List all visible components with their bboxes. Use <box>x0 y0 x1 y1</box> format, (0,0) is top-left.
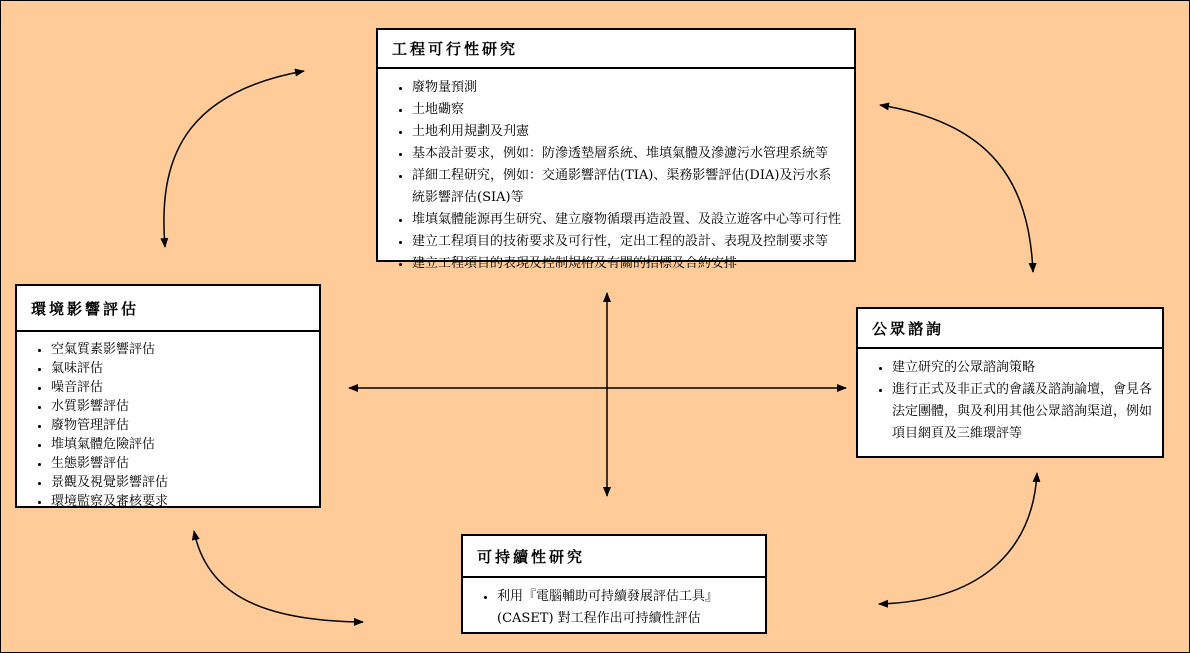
bullet-item: • 利用『電腦輔助可持續發展評估工具』(CASET) 對工程作出可持續性評估 <box>497 586 755 630</box>
bullet-item: • 堆填氣體危險評估 <box>51 435 309 454</box>
curved-double-arrow-bottom-left-icon <box>194 531 363 622</box>
bullet-item: • 土地磡察 <box>412 99 844 121</box>
bullet-item: • 建立工程項目的表現及控制規格及有關的招標及合約安排 <box>412 253 844 275</box>
bullet-item: • 土地利用規劃及刋憲 <box>412 121 844 143</box>
bullet-item: • 建立工程項目的技術要求及可行性，定出工程的設計、表現及控制要求等 <box>412 231 844 253</box>
bullet-item: • 廢物量預測 <box>412 77 844 99</box>
engineering-feasibility-title: 工程可行性研究 <box>378 30 854 69</box>
sustainability-study-box <box>461 534 767 634</box>
bullet-item: • 噪音評估 <box>51 378 309 397</box>
public-consultation-box <box>856 307 1164 458</box>
bullet-item: • 氣味評估 <box>51 359 309 378</box>
bullet-item: • 生態影響評估 <box>51 454 309 473</box>
bullet-item: • 建立研究的公眾諮詢策略 <box>892 357 1152 379</box>
bullet-item: • 進行正式及非正式的會議及諮詢論壇，會見各法定團體，與及利用其他公眾諮詢渠道，例如項目網頁及三維環評等 <box>892 379 1152 445</box>
environmental-impact-box <box>15 284 321 508</box>
bullet-item: • 堆填氣體能源再生研究、建立廢物循環再造設置、及設立遊客中心等可行性 <box>412 209 844 231</box>
curved-double-arrow-bottom-right-icon <box>879 473 1037 604</box>
environmental-impact-title: 環境影響評估 <box>17 286 319 332</box>
bullet-item: • 廢物管理評估 <box>51 416 309 435</box>
bullet-item: • 環境監察及審核要求 <box>51 492 309 511</box>
engineering-feasibility-list <box>378 69 854 275</box>
bullet-item: • 基本設計要求，例如：防滲透墊層系統、堆填氣體及滲濾污水管理系統等 <box>412 143 844 165</box>
public-consultation-list <box>858 349 1162 445</box>
public-consultation-title: 公眾諮詢 <box>858 309 1162 349</box>
curved-double-arrow-top-right-icon <box>880 105 1033 272</box>
bullet-item: • 景觀及視覺影響評估 <box>51 473 309 492</box>
sustainability-study-list <box>463 578 765 630</box>
environmental-impact-list <box>17 332 319 511</box>
curved-double-arrow-top-left-icon <box>164 71 304 247</box>
sustainability-study-title: 可持續性研究 <box>463 536 765 578</box>
bullet-item: • 水質影響評估 <box>51 397 309 416</box>
bullet-item: • 空氣質素影響評估 <box>51 340 309 359</box>
engineering-feasibility-box <box>376 28 856 271</box>
bullet-item: • 詳細工程研究，例如：交通影響評估(TIA)、渠務影響評估(DIA)及污水系統影響評估(SIA)等 <box>412 165 844 209</box>
